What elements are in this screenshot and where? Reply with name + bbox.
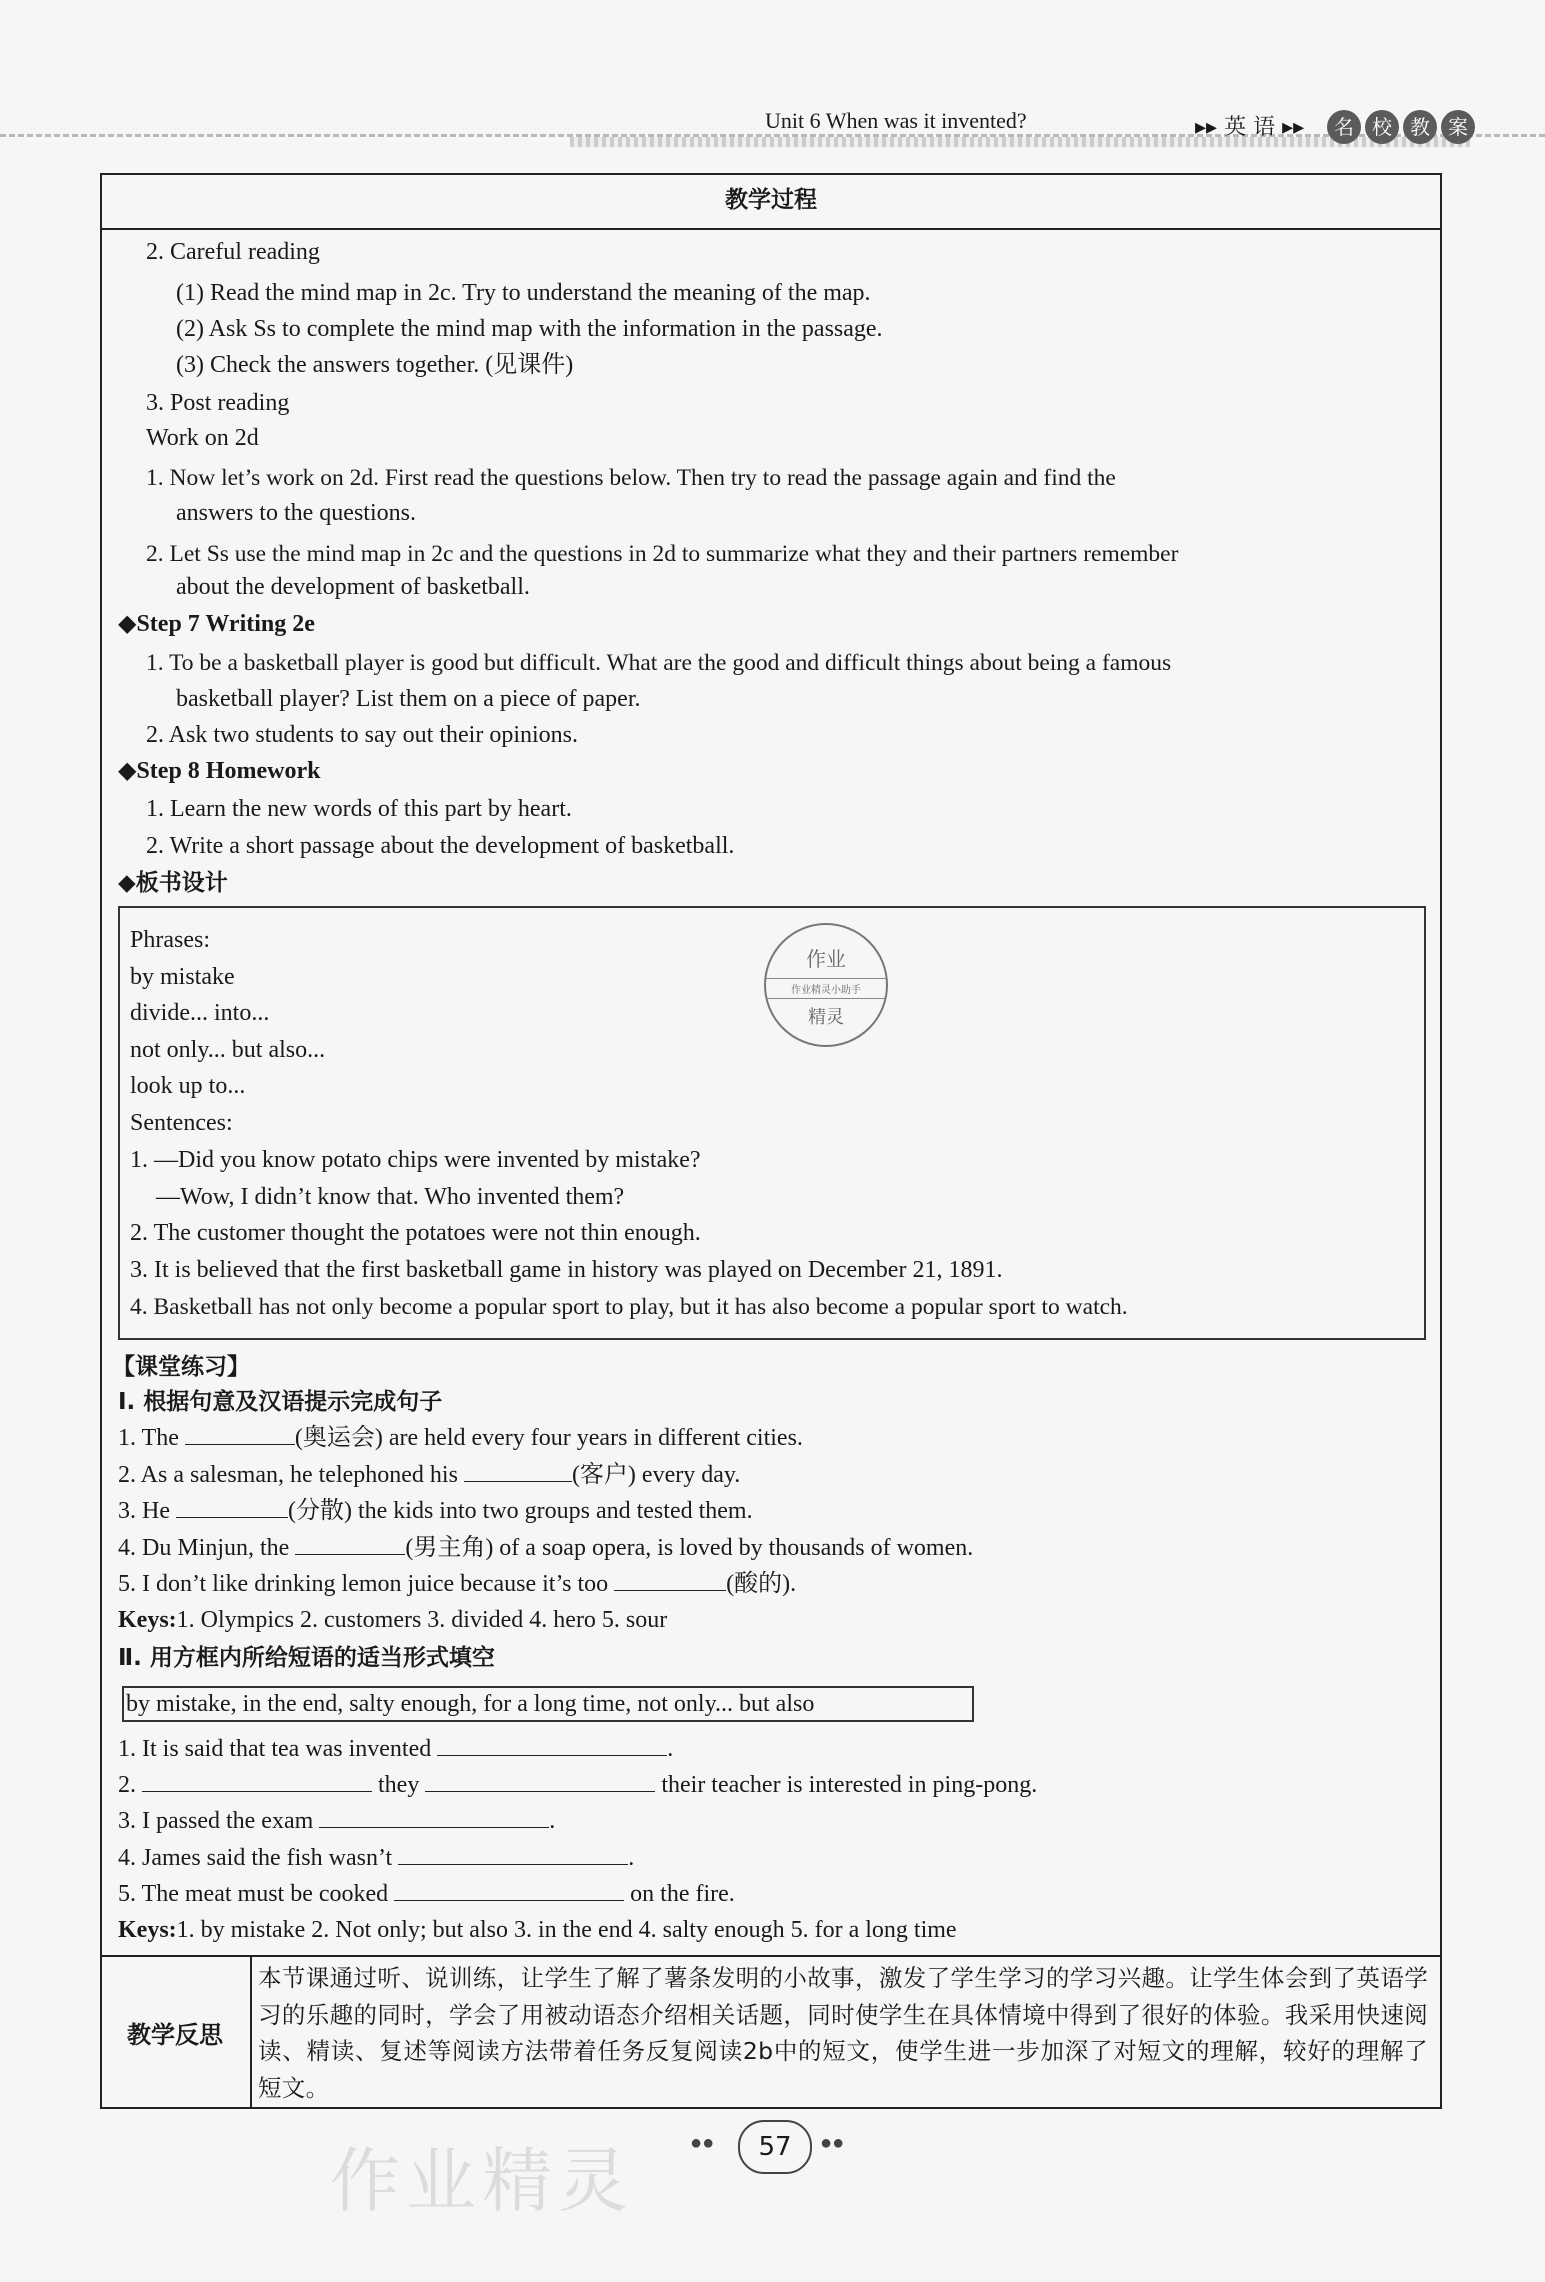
exercise-item: 2. they their teacher is interested in ping-pong. <box>118 1769 1037 1800</box>
exercise-item: 1. The (奥运会) are held every four years in different cities. <box>118 1422 803 1453</box>
process-line: 2. Careful reading <box>146 239 320 265</box>
stamp-logo <box>764 923 888 1047</box>
answer-blank <box>425 1769 655 1792</box>
board-line: Phrases: <box>130 927 210 953</box>
process-line: (2) Ask Ss to complete the mind map with the information in the passage. <box>176 316 883 342</box>
badge-char: 名 <box>1327 110 1361 144</box>
board-line: by mistake <box>130 964 235 990</box>
answer-blank <box>295 1532 405 1555</box>
answer-blank <box>394 1878 624 1901</box>
board-line: look up to... <box>130 1073 246 1099</box>
process-line: 2. Let Ss use the mind map in 2c and the questions in 2d to summarize what they and their partners remember <box>146 541 1179 567</box>
board-line: 2. The customer thought the potatoes were not thin enough. <box>130 1220 701 1246</box>
step7-heading: ◆Step 7 Writing 2e <box>118 611 315 637</box>
answer-blank <box>142 1769 372 1792</box>
process-line: 1. Now let’s work on 2d. First read the questions below. Then try to read the passage again and find the <box>146 465 1116 491</box>
step7-line: 2. Ask two students to say out their opinions. <box>146 722 578 748</box>
subject-label: ▸▸ 英 语 ▸▸ <box>1195 115 1305 140</box>
reflection-divider <box>100 1955 1442 1957</box>
practice-heading: 【课堂练习】 <box>112 1354 250 1380</box>
answer-blank <box>319 1805 549 1828</box>
step8-line: 1. Learn the new words of this part by heart. <box>146 796 572 822</box>
process-line: (1) Read the mind map in 2c. Try to understand the meaning of the map. <box>176 280 871 306</box>
answer-blank <box>176 1495 288 1518</box>
unit-title: Unit 6 When was it invented? <box>765 108 1027 133</box>
part2-title: Ⅱ. 用方框内所给短语的适当形式填空 <box>118 1645 495 1671</box>
answer-blank <box>398 1842 628 1865</box>
brand-badge <box>1327 110 1475 144</box>
exercise-item: 5. The meat must be cooked on the fire. <box>118 1878 735 1909</box>
page-number: 57 <box>738 2120 812 2174</box>
stamp-text-middle: 作业精灵小助手 <box>766 978 886 999</box>
board-line: —Wow, I didn’t know that. Who invented them? <box>156 1184 625 1210</box>
reflection-text: 本节课通过听、说训练，让学生了解了薯条发明的小故事，激发了学生学习的学习兴趣。让学生体会到了英语学习的乐趣的同时，学会了用被动语态介绍相关话题，同时使学生在具体情境中得到了很好的体验。我采用快速阅读、精读、复述等阅读方法带着任务反复阅读2b中的短文，使学生进一步加深了对短文的理解，较好的理解了短文。 <box>258 1964 1428 2102</box>
decor-dots-left: ●● <box>690 2132 715 2154</box>
table-title: 教学过程 <box>100 173 1442 230</box>
board-line: 4. Basketball has not only become a popular sport to play, but it has also become a popular sport to watch. <box>130 1294 1128 1320</box>
process-line: about the development of basketball. <box>176 574 530 600</box>
step8-line: 2. Write a short passage about the development of basketball. <box>146 833 735 859</box>
reflection-label: 教学反思 <box>127 2021 223 2049</box>
answer-blank <box>185 1422 295 1445</box>
step7-line: 1. To be a basketball player is good but difficult. What are the good and difficult things about being a famous <box>146 650 1172 676</box>
exercise-item: 1. It is said that tea was invented . <box>118 1733 673 1764</box>
phrase-box-text: by mistake, in the end, salty enough, for a long time, not only... but also <box>126 1691 815 1717</box>
part1-title: Ⅰ. 根据句意及汉语提示完成句子 <box>118 1389 443 1415</box>
exercise-item: 3. I passed the exam . <box>118 1805 555 1836</box>
badge-char: 教 <box>1403 110 1437 144</box>
stamp-text-bottom: 精灵 <box>808 1007 844 1028</box>
step8-heading: ◆Step 8 Homework <box>118 758 321 784</box>
watermark: 作业精灵 <box>330 2140 634 2222</box>
answer-blank <box>437 1733 667 1756</box>
board-line: 3. It is believed that the first basketball game in history was played on December 21, 1891. <box>130 1257 1003 1283</box>
badge-char: 案 <box>1441 110 1475 144</box>
answer-keys: Keys:1. Olympics 2. customers 3. divided 4. hero 5. sour <box>118 1607 668 1633</box>
reflection-column-divider <box>250 1955 252 2109</box>
exercise-item: 2. As a salesman, he telephoned his (客户) every day. <box>118 1459 740 1490</box>
answer-keys: Keys:1. by mistake 2. Not only; but also 3. in the end 4. salty enough 5. for a long time <box>118 1917 957 1943</box>
process-line: answers to the questions. <box>176 500 416 526</box>
board-line: not only... but also... <box>130 1037 326 1063</box>
board-heading: ◆板书设计 <box>118 870 228 896</box>
exercise-item: 5. I don’t like drinking lemon juice because it’s too (酸的). <box>118 1568 796 1599</box>
board-line: divide... into... <box>130 1000 270 1026</box>
process-line: Work on 2d <box>146 425 259 451</box>
stamp-text-top: 作业 <box>806 947 846 971</box>
badge-char: 校 <box>1365 110 1399 144</box>
step7-line: basketball player? List them on a piece of paper. <box>176 686 641 712</box>
decor-dots-right: ●● <box>820 2132 845 2154</box>
process-line: 3. Post reading <box>146 390 290 416</box>
exercise-item: 4. Du Minjun, the (男主角) of a soap opera, is loved by thousands of women. <box>118 1532 973 1563</box>
board-line: 1. —Did you know potato chips were invented by mistake? <box>130 1147 701 1173</box>
answer-blank <box>464 1459 572 1482</box>
exercise-item: 4. James said the fish wasn’t . <box>118 1842 634 1873</box>
board-line: Sentences: <box>130 1110 233 1136</box>
answer-blank <box>614 1568 726 1591</box>
process-line: (3) Check the answers together. (见课件) <box>176 352 574 378</box>
exercise-item: 3. He (分散) the kids into two groups and tested them. <box>118 1495 753 1526</box>
